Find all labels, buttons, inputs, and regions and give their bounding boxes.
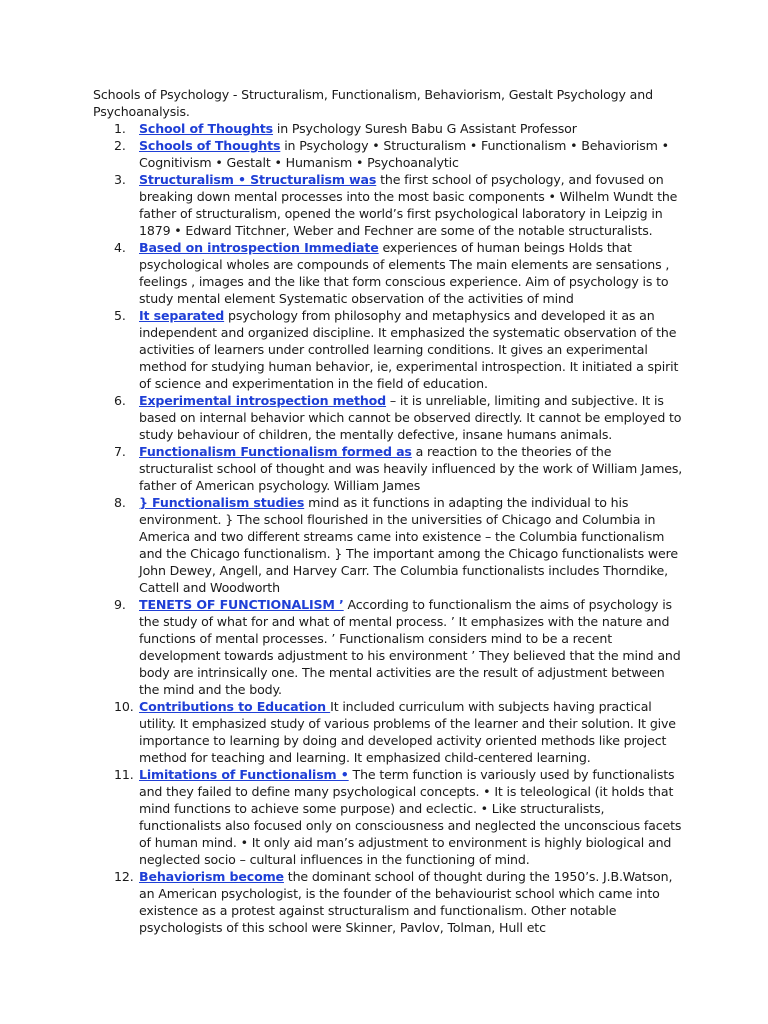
document-page [93,86,683,936]
list-item-text: the first school of psychology, and fovused on breaking down mental processes into the most basic components • Wilhelm Wundt the father of structuralism, opened the world’s first psychological laboratory in Leipzig in 1879 • Edward Titchner, Weber and Fechner are some of the notable structuralists. [139,172,678,238]
list-item-number: 9. [114,597,126,612]
list-item-number: 2. [114,138,126,153]
list-item [93,494,683,596]
list-item-link[interactable]: Limitations of Functionalism • [139,767,349,782]
list-item-link[interactable]: Schools of Thoughts [139,138,281,153]
list-item [93,171,683,239]
list-item [93,443,683,494]
list-item [93,392,683,443]
list-item-link[interactable]: It separated [139,308,225,323]
list-item [93,307,683,392]
list-item-link[interactable]: Based on introspection Immediate [139,240,379,255]
list-item [93,239,683,307]
list-item-link[interactable]: Functionalism Functionalism formed as [139,444,412,459]
list-item-text: – it is unreliable, limiting and subjective. It is based on internal behavior which cannot be observed directly. It cannot be employed to study behaviour of children, the mentally defective, insane humans animals. [139,393,682,442]
list-item-link[interactable]: Structuralism • Structuralism was [139,172,377,187]
list-item-text: experiences of human beings Holds that psychological wholes are compounds of elements The main elements are sensations , feelings , images and the like that form conscious experience. Aim of psychology is to study mental element Systematic observation of the activities of mind [139,240,670,306]
list-item-link[interactable]: Behaviorism become [139,869,284,884]
list-item-text: a reaction to the theories of the structuralist school of thought and was heavily influenced by the work of William James, father of American psychology. William James [139,444,683,493]
list-item-text: mind as it functions in adapting the individual to his environment. } The school flourished in the universities of Chicago and Columbia in America and two different streams came into existence – the Columbia functionalism and the Chicago functionalism. } The important among the Chicago functionalists were John Dewey, Angell, and Harvey Carr. The Columbia functionalists includes Thorndike, Cattell and Woodworth [139,495,678,595]
list-item-number: 8. [114,495,126,510]
numbered-list [93,120,683,936]
list-item [93,868,683,936]
list-item-number: 3. [114,172,126,187]
list-item-number: 6. [114,393,126,408]
list-item-text: The term function is variously used by functionalists and they failed to define many psychological concepts. • It is teleological (it holds that mind functions to achieve some purpose) and eclectic. • Like structuralists, functionalists also focused only on consciousness and neglected the unconscious facets of human mind. • It only aid man’s adjustment to environment is highly biological and neglected socio – cultural influences in the functioning of mind. [139,767,682,867]
list-item-link[interactable]: Contributions to Education [139,699,331,714]
list-item-number: 12. [114,869,134,884]
list-item-link[interactable]: School of Thoughts [139,121,273,136]
list-item-text: According to functionalism the aims of psychology is the study of what for and what of mental process. ’ It emphasizes with the nature and functions of mental processes. ’ Functionalism considers mind to be a recent development towards adjustment to his environment ’ They believed that the mind and body are intrinsically one. The mental activities are the result of adjustment between the mind and the body. [139,597,681,697]
list-item [93,120,683,137]
list-item-link[interactable]: TENETS OF FUNCTIONALISM ’ [139,597,344,612]
list-item [93,698,683,766]
list-item-link[interactable]: } Functionalism studies [139,495,305,510]
list-item-number: 5. [114,308,126,323]
list-item-text: psychology from philosophy and metaphysics and developed it as an independent and organized discipline. It emphasized the systematic observation of the activities of learners under controlled learning conditions. It gives an experimental method for studying human behavior, ie, experimental introspection. It initiated a spirit of science and experimentation in the field of education. [139,308,679,391]
list-item-text: in Psychology • Structuralism • Functionalism • Behaviorism • Cognitivism • Gestalt • Humanism • Psychoanalytic [139,138,669,170]
list-item-text: in Psychology Suresh Babu G Assistant Professor [273,121,577,136]
list-item [93,766,683,868]
list-item-number: 11. [114,767,134,782]
list-item-number: 1. [114,121,126,136]
list-item-number: 4. [114,240,126,255]
list-item [93,137,683,171]
list-item [93,596,683,698]
list-item-link[interactable]: Experimental introspection method [139,393,387,408]
document-intro: Schools of Psychology - Structuralism, Functionalism, Behaviorism, Gestalt Psychology and Psychoanalysis. [93,87,653,119]
list-item-number: 7. [114,444,126,459]
list-item-text: the dominant school of thought during the 1950’s. J.B.Watson, an American psychologist, is the founder of the behaviourist school which came into existence as a protest against structuralism and functionalism. Other notable psychologists of this school were Skinner, Pavlov, Tolman, Hull etc [139,869,673,935]
list-item-text: It included curriculum with subjects having practical utility. It emphasized study of various problems of the learner and their solution. It give importance to learning by doing and developed activity oriented methods like project method for teaching and learning. It emphasized child-centered learning. [139,699,676,765]
list-item-number: 10. [114,699,134,714]
